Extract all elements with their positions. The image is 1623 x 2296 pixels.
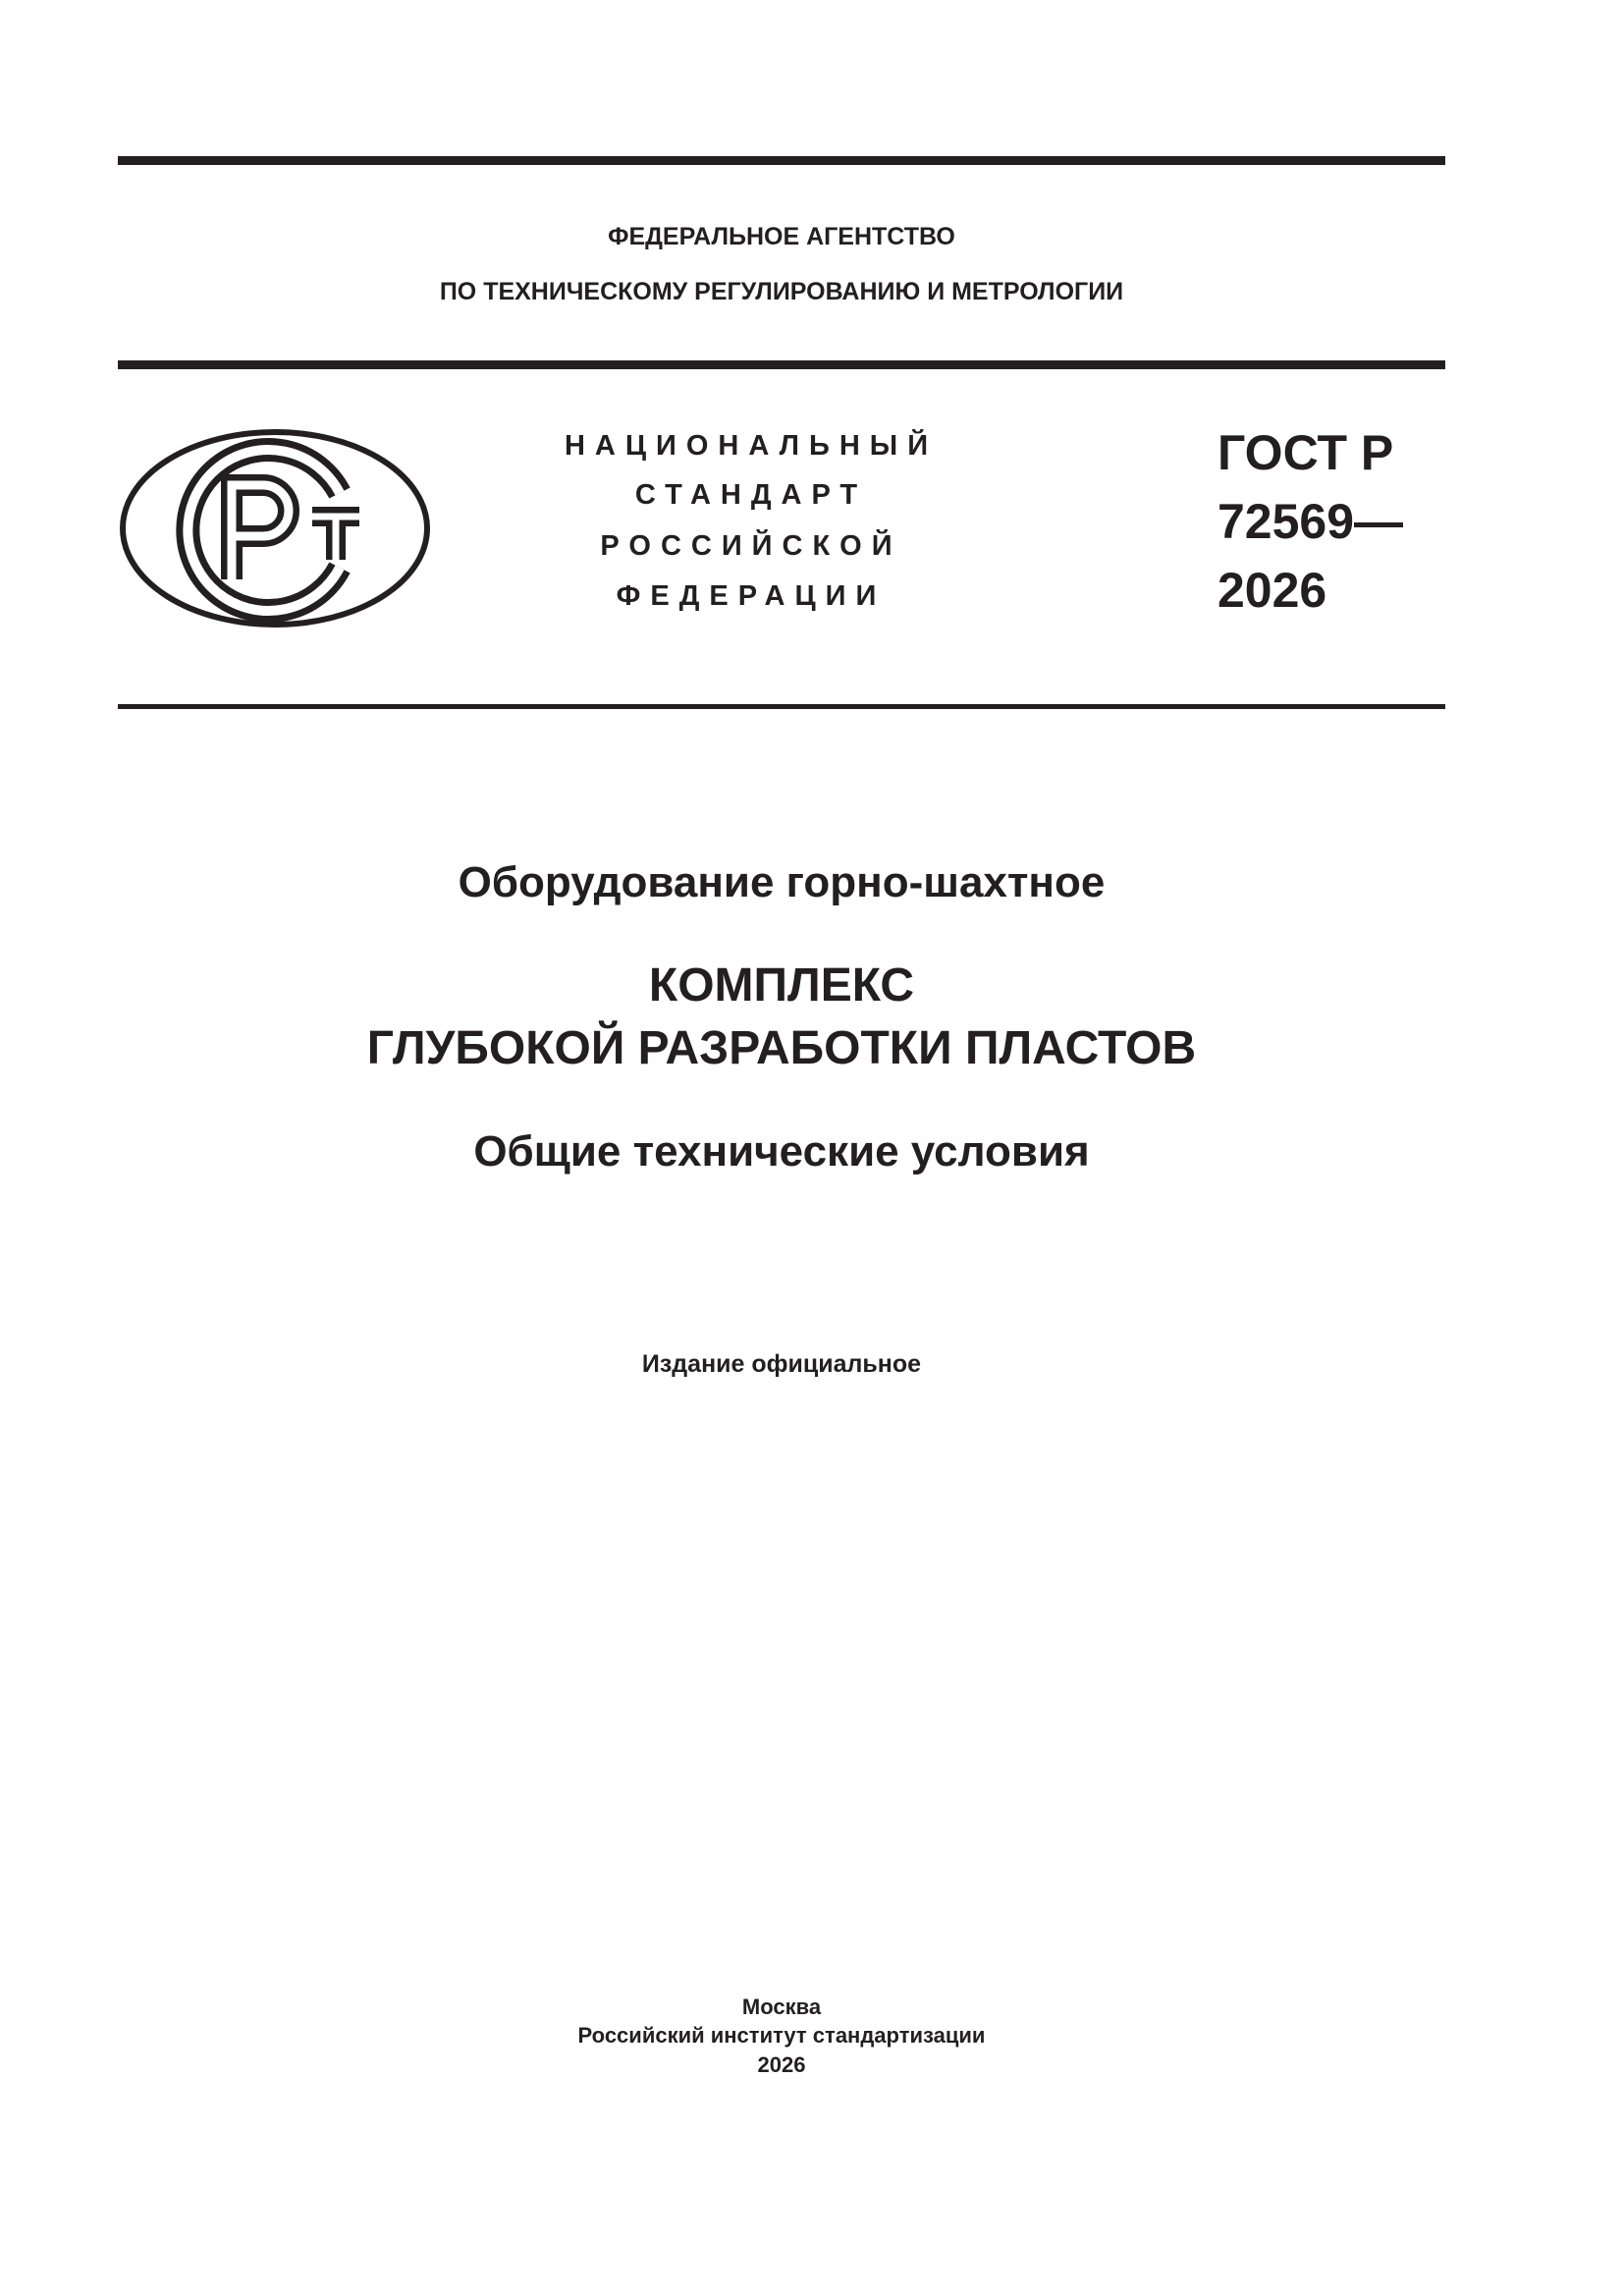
gost-designation-line-3: 2026: [1217, 563, 1327, 618]
title-category: Оборудование горно-шахтное: [458, 858, 1106, 906]
header-divider: [118, 360, 1445, 369]
edition-note: Издание официальное: [641, 1350, 922, 1378]
national-standard-line-4: ФЕДЕРАЦИИ: [616, 580, 887, 612]
title-main-line-1: КОМПЛЕКС: [648, 959, 915, 1011]
agency-line-1: ФЕДЕРАЛЬНОЕ АГЕНТСТВО: [608, 223, 955, 250]
title-main-line-2: ГЛУБОКОЙ РАЗРАБОТКИ ПЛАСТОВ: [366, 1022, 1197, 1074]
imprint-year: 2026: [757, 2052, 806, 2077]
agency-line-2: ПО ТЕХНИЧЕСКОМУ РЕГУЛИРОВАНИЮ И МЕТРОЛОГИИ: [439, 278, 1124, 305]
top-rule: [118, 156, 1445, 165]
title-divider: [118, 704, 1445, 709]
national-standard-line-1: НАЦИОНАЛЬНЫЙ: [564, 430, 939, 462]
imprint-city: Москва: [741, 1995, 822, 2019]
gost-r-logo-icon: [116, 424, 434, 632]
national-standard-line-3: РОССИЙСКОЙ: [600, 530, 902, 562]
imprint-publisher: Российский институт стандартизации: [577, 2023, 986, 2048]
gost-designation-line-1: ГОСТ Р: [1217, 425, 1394, 480]
national-standard-line-2: СТАНДАРТ: [634, 479, 868, 511]
title-subtitle: Общие технические условия: [473, 1127, 1090, 1175]
gost-designation-line-2: 72569—: [1217, 494, 1404, 549]
